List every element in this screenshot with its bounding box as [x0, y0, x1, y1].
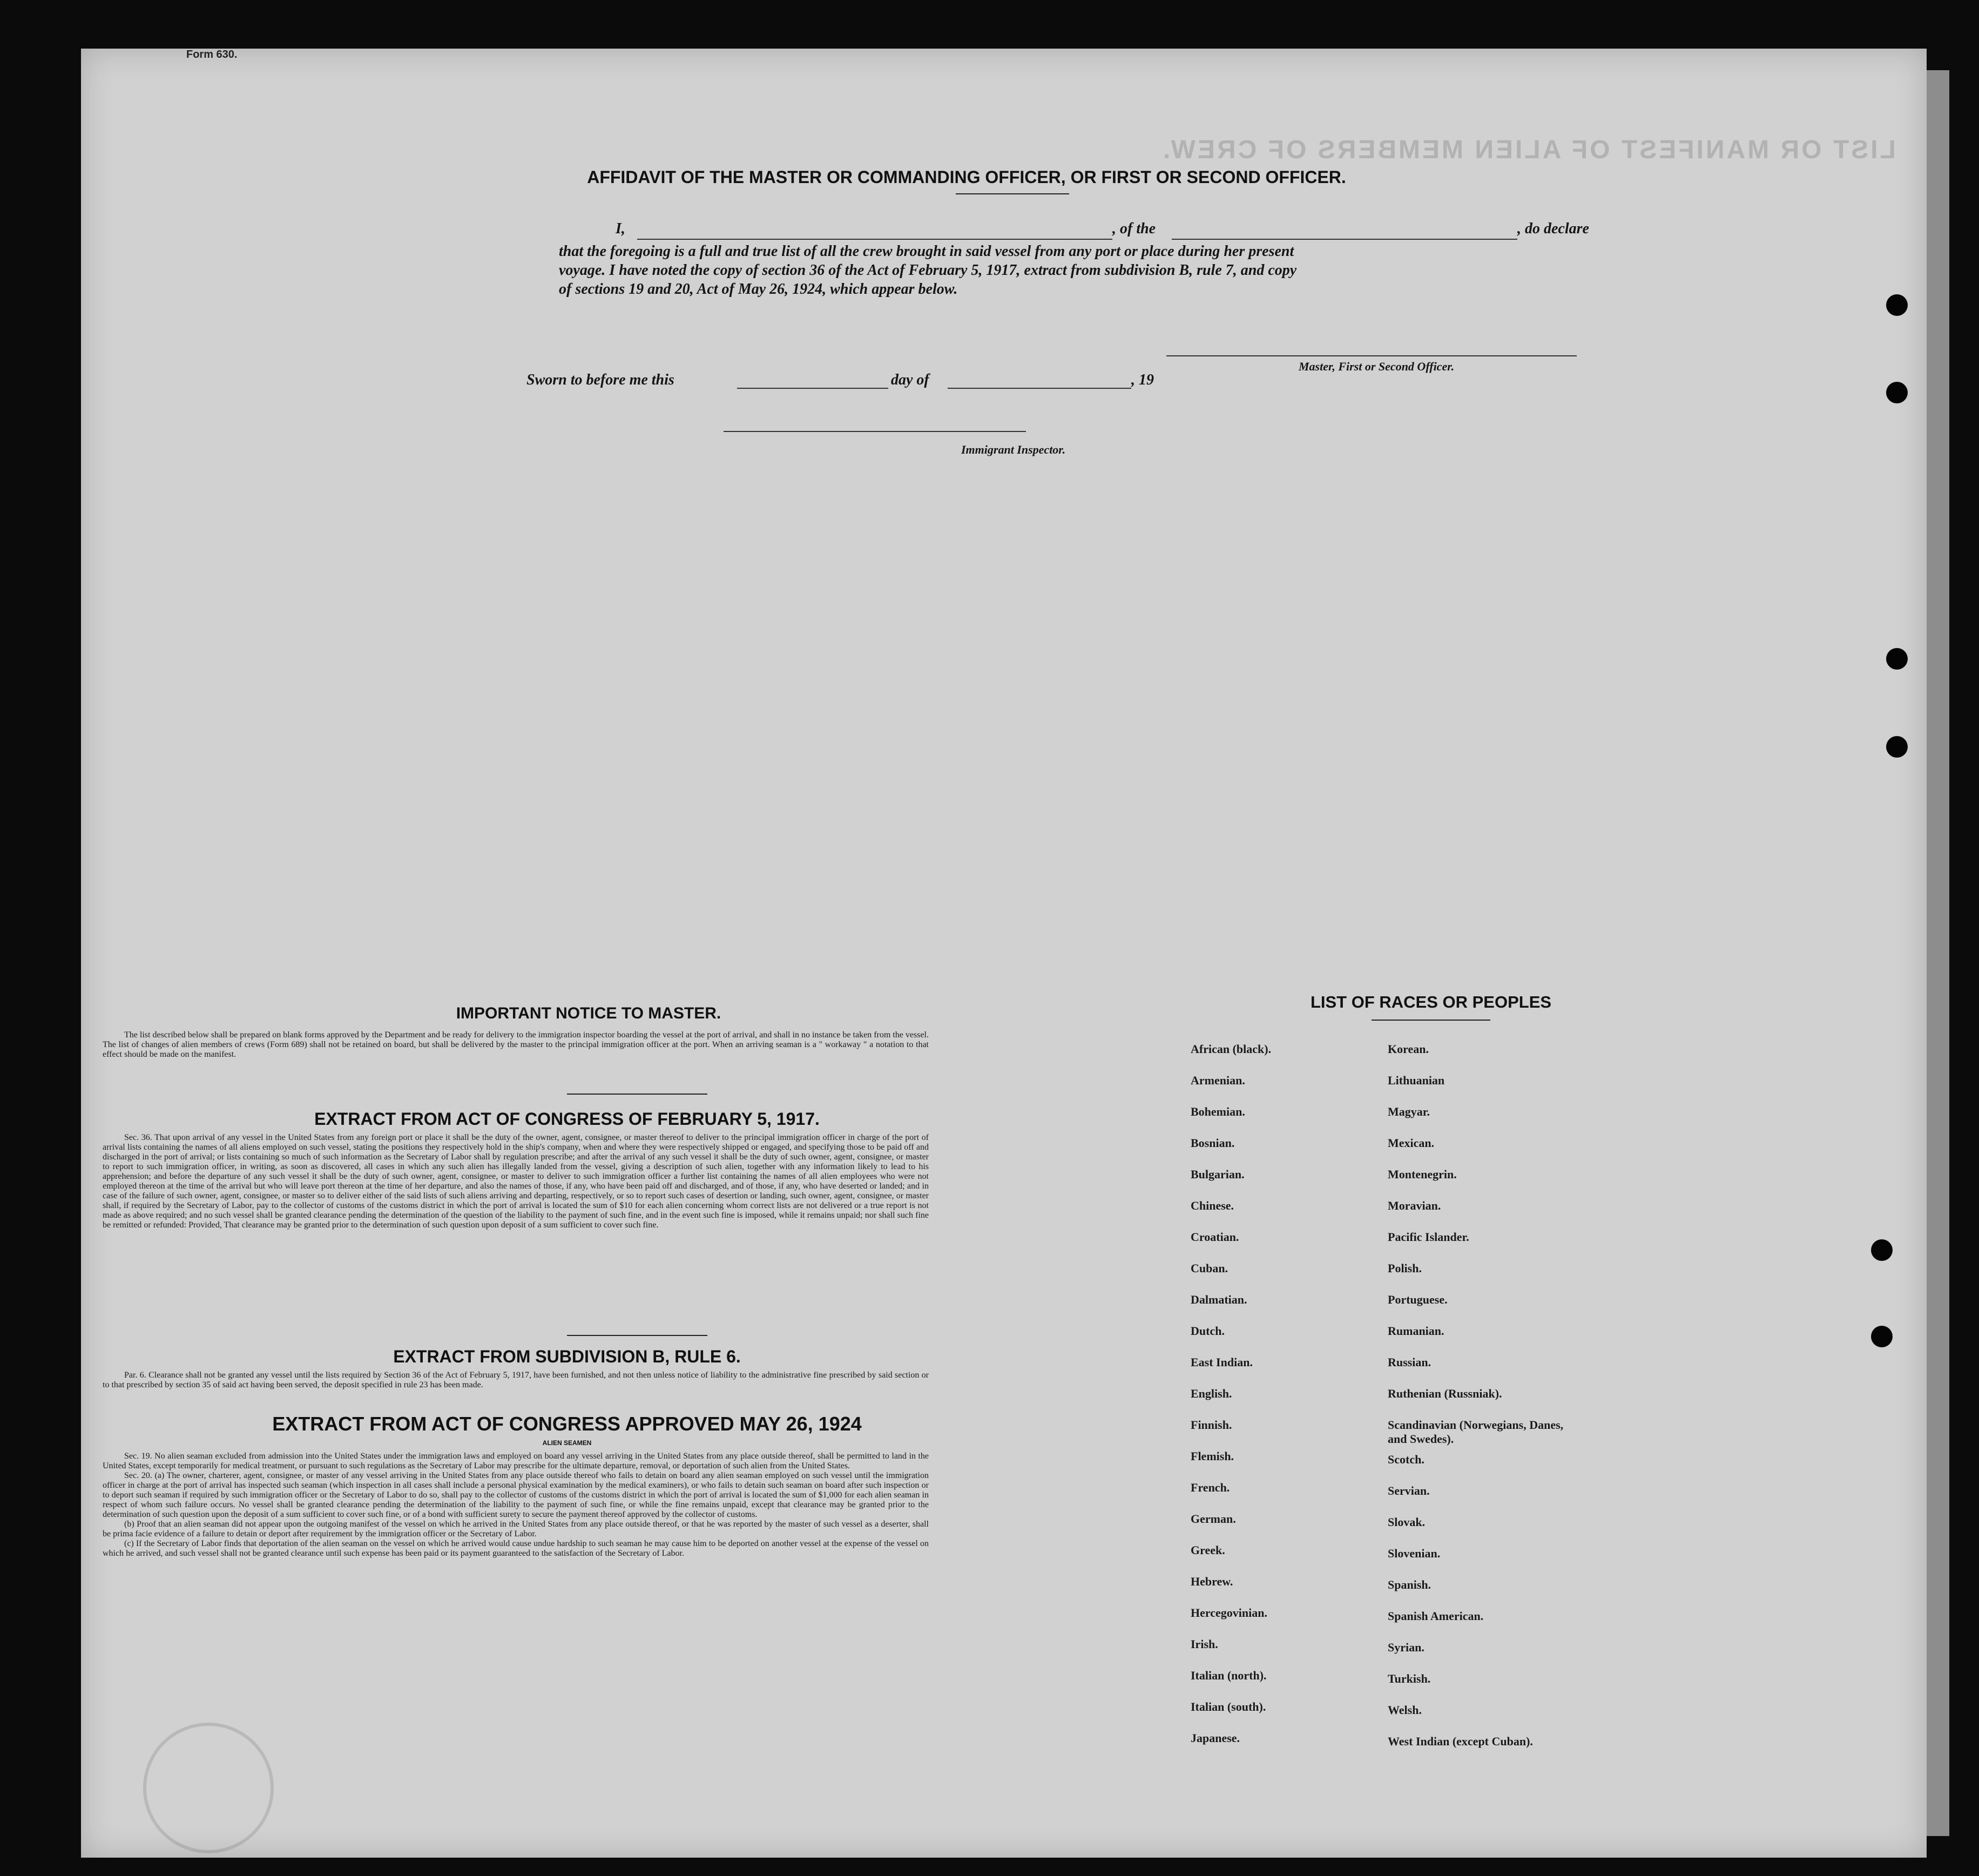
race-item: Lithuanian	[1388, 1074, 1445, 1087]
affidavit-line-2: that the foregoing is a full and true list of all the crew brought in said vessel from any port or place during her present	[559, 243, 1294, 260]
race-item: Chinese.	[1191, 1199, 1234, 1212]
race-item: German.	[1191, 1512, 1236, 1526]
race-item: African (black).	[1191, 1042, 1272, 1056]
sec-20b-paragraph: (b) Proof that an alien seaman did not appear upon the outgoing manifest of the vessel on which he arrived in the United States from any place outside thereof, or that he was reported by the master of such vessel as a deserter, shall be prima facie evidence of a failure to detain or deport after requirement by the immigration officer or the Secretary of Labor.	[103, 1520, 929, 1538]
race-item: Japanese.	[1191, 1731, 1240, 1745]
extract-rule6-title: EXTRACT FROM SUBDIVISION B, RULE 6.	[393, 1347, 741, 1366]
bleedthrough-heading: LIST OR MANIFEST OF ALIEN MEMBERS OF CREW.	[1161, 136, 1896, 164]
race-item: Portuguese.	[1388, 1293, 1448, 1306]
race-item: Hebrew.	[1191, 1575, 1233, 1588]
races-rule	[1372, 1020, 1490, 1021]
race-item: Polish.	[1388, 1261, 1422, 1275]
race-item: Croatian.	[1191, 1230, 1239, 1244]
name-line[interactable]	[637, 239, 1112, 240]
race-item: Armenian.	[1191, 1074, 1245, 1087]
binding-hole	[1886, 736, 1908, 758]
affidavit-declare: , do declare	[1517, 220, 1589, 237]
race-item: Cuban.	[1191, 1261, 1228, 1275]
binding-hole	[1871, 1239, 1893, 1261]
race-item: Pacific Islander.	[1388, 1230, 1469, 1244]
race-item: Rumanian.	[1388, 1324, 1444, 1338]
race-item: Ruthenian (Russniak).	[1388, 1387, 1502, 1400]
race-item: Bosnian.	[1191, 1136, 1235, 1150]
extract-1924-subtitle: ALIEN SEAMEN	[542, 1439, 592, 1447]
extract-1917-text: Sec. 36. That upon arrival of any vessel in the United States from any foreign port or place it shall be the duty of the owner, agent, consignee, or master thereof to deliver to the principal immigration officer in charge of the port of arrival lists containing the names of all aliens employed on such vessel, stating the positions they respectively hold in the ship's company, when and where they were respectively shipped or engaged, and specifying those to be paid off and discharged in the port of arrival; or lists containing so much of such information as the Secretary of Labor shall by regulation prescribe; and after the arrival of any such vessel it shall be the duty of such owner, agent, consignee, or master to report to such immigration officer, in writing, as soon as discovered, all cases in which any such alien has illegally landed from the vessel, giving a description of such alien, together with any information likely to lead to his apprehension; and before the departure of any such vessel it shall be the duty of such owner, agent, consignee, or master to deliver to such immigration officer a further list containing the names of all alien employees who were not employed thereon at the time of the arrival but who will leave port thereon at the time of her departure, and also the names of those, if any, who have been paid off and discharged, and of those, if any, who have deserted or landed; and in case of the failure of such owner, agent, consignee, or master so to deliver either of the said lists of such aliens arriving and departing, respectively, or so to report such cases of desertion or landing, such owner, agent, consignee, or master shall, if required by the Secretary of Labor, pay to the collector of customs of the customs district in which the port of arrival is located the sum of $10 for each alien concerning whom correct lists are not delivered or a true report is not made as above required; and no such vessel shall be granted clearance pending the determination of the question of the liability to the payment of such fine, and in the event such fine is imposed, while it remains unpaid; nor shall such fine be remitted or refunded: Provided, That clearance may be granted prior to the determination of such question upon deposit of a sum sufficient to cover such fine.	[103, 1133, 929, 1230]
title-rule	[956, 193, 1069, 194]
races-title: LIST OF RACES OR PEOPLES	[1310, 993, 1552, 1011]
binding-hole	[1871, 1326, 1893, 1347]
binding-hole	[1886, 294, 1908, 316]
master-label: Master, First or Second Officer.	[1299, 360, 1455, 373]
sworn-day-line[interactable]	[737, 388, 888, 389]
race-item: Scandinavian (Norwegians, Danes, and Swedes).	[1388, 1418, 1564, 1446]
extract-rule6-text: Par. 6. Clearance shall not be granted any vessel until the lists required by Section 36 of the Act of February 5, 1917, have been furnished, and not then unless notice of liability to the administrative fine prescribed by said section or to that prescribed by section 35 of said act having been served, the deposit specified in rule 23 has been made.	[103, 1371, 929, 1389]
race-item: Spanish.	[1388, 1578, 1431, 1591]
affidavit-i: I,	[616, 220, 625, 237]
affidavit-of-the: , of the	[1112, 220, 1156, 237]
race-item: Mexican.	[1388, 1136, 1435, 1150]
race-item: Turkish.	[1388, 1672, 1431, 1685]
inspector-label: Immigrant Inspector.	[961, 443, 1066, 456]
race-item: Irish.	[1191, 1637, 1218, 1651]
notice-rule	[567, 1094, 707, 1095]
race-item: French.	[1191, 1481, 1230, 1494]
affidavit-title: AFFIDAVIT OF THE MASTER OR COMMANDING OFFICER, OR FIRST OR SECOND OFFICER.	[587, 167, 1346, 187]
race-item: Magyar.	[1388, 1105, 1430, 1118]
extract-1924-title: EXTRACT FROM ACT OF CONGRESS APPROVED MAY 26, 1924	[272, 1413, 862, 1435]
race-item: Welsh.	[1388, 1703, 1422, 1717]
race-item: Bohemian.	[1191, 1105, 1245, 1118]
race-item: East Indian.	[1191, 1355, 1253, 1369]
race-item: Slovenian.	[1388, 1547, 1441, 1560]
race-item: Russian.	[1388, 1355, 1431, 1369]
race-item: Finnish.	[1191, 1418, 1232, 1432]
race-item: Hercegovinian.	[1191, 1606, 1267, 1619]
binding-hole	[1886, 382, 1908, 403]
race-item: Syrian.	[1388, 1641, 1424, 1654]
day-of-label: day of	[891, 372, 929, 388]
sec-20c-paragraph: (c) If the Secretary of Labor finds that deportation of the alien seaman on the vessel on which he arrived would cause undue hardship to such seaman he may cause him to be deported on another vessel at the expense of the vessel on which he arrived, and such vessel shall not be granted clearance until such expense has been paid or its payment guaranteed to the satisfaction of the Secretary of Labor.	[103, 1539, 929, 1558]
sec-20a-paragraph: Sec. 20. (a) The owner, charterer, agent, consignee, or master of any vessel arriving in the United States from any place outside thereof who fails to detain on board any alien seaman employed on such vessel until the immigration officer in charge at the port of arrival has inspected such seaman (which inspection in all cases shall include a personal physical examination by the medical examiners), or who fails to detain such seaman on board after such inspection or to deport such seaman if required by such immigration officer or the Secretary of Labor to do so, shall pay to the collector of customs of the customs district in which the port of arrival is located the sum of $1,000 for each alien seaman in respect of whom such failure occurs. No vessel shall be granted clearance pending the determination of the liability to the payment of such fine, or while the fine remains unpaid, except that clearance may be granted prior to the determination of such question upon the deposit of a sum sufficient to cover such fine, or of a bond with sufficient surety to secure the payment thereof approved by the collector of customs.	[103, 1471, 929, 1519]
sworn-label: Sworn to before me this	[526, 372, 674, 388]
sec-19-paragraph: Sec. 19. No alien seaman excluded from admission into the United States under the immigration laws and employed on board any vessel arriving in the United States from any place outside thereof, shall be permitted to land in the United States, except temporarily for medical treatment, or pursuant to such regulations as the Secretary of Labor may prescribe for the ultimate departure, removal, or deportation of such alien from the United States.	[103, 1452, 929, 1470]
race-item: Korean.	[1388, 1042, 1429, 1056]
race-item: West Indian (except Cuban).	[1388, 1735, 1533, 1748]
race-item: English.	[1191, 1387, 1232, 1400]
notice-text: The list described below shall be prepared on blank forms approved by the Department and be ready for delivery to the immigration inspector boarding the vessel at the port of arrival, and shall in no instance be taken from the vessel. The list of changes of alien members of crews (Form 689) shall not be retained on board, but shall be delivered by the master to the principal immigration officer at the port. When an arriving seaman is a " workaway " a notation to that effect should be made on the manifest.	[103, 1030, 929, 1059]
faded-seal-stamp	[143, 1723, 274, 1853]
affidavit-line-4: of sections 19 and 20, Act of May 26, 1924, which appear below.	[559, 281, 958, 298]
race-item: Slovak.	[1388, 1515, 1426, 1529]
notice-title: IMPORTANT NOTICE TO MASTER.	[456, 1004, 721, 1022]
inspector-signature-line[interactable]	[724, 431, 1026, 432]
race-item: Moravian.	[1388, 1199, 1441, 1212]
sworn-month-line[interactable]	[948, 388, 1131, 389]
extract-1917-rule	[567, 1335, 707, 1336]
race-item: Spanish American.	[1388, 1609, 1484, 1623]
vessel-line[interactable]	[1172, 239, 1517, 240]
form-number: Form 630.	[186, 49, 238, 60]
extract-1924-body	[103, 1452, 929, 1558]
race-item: Montenegrin.	[1388, 1168, 1457, 1181]
races-right-column	[1388, 1042, 1566, 1766]
race-item: Dalmatian.	[1191, 1293, 1247, 1306]
race-item: Dutch.	[1191, 1324, 1225, 1338]
race-item: Italian (south).	[1191, 1700, 1266, 1713]
races-left-column	[1191, 1042, 1271, 1763]
race-item: Scotch.	[1388, 1453, 1424, 1466]
affidavit-line-3: voyage. I have noted the copy of section 36 of the Act of February 5, 1917, extract from subdivision B, rule 7, and copy	[559, 262, 1297, 279]
race-item: Servian.	[1388, 1484, 1430, 1497]
binding-hole	[1886, 648, 1908, 670]
race-item: Flemish.	[1191, 1449, 1234, 1463]
year-label: , 19	[1131, 372, 1154, 388]
race-item: Bulgarian.	[1191, 1168, 1245, 1181]
manifest-page	[81, 49, 1927, 1858]
extract-1917-title: EXTRACT FROM ACT OF CONGRESS OF FEBRUARY 5, 1917.	[314, 1109, 820, 1129]
master-signature-line[interactable]	[1166, 355, 1577, 356]
race-item: Greek.	[1191, 1543, 1225, 1557]
race-item: Italian (north).	[1191, 1669, 1267, 1682]
